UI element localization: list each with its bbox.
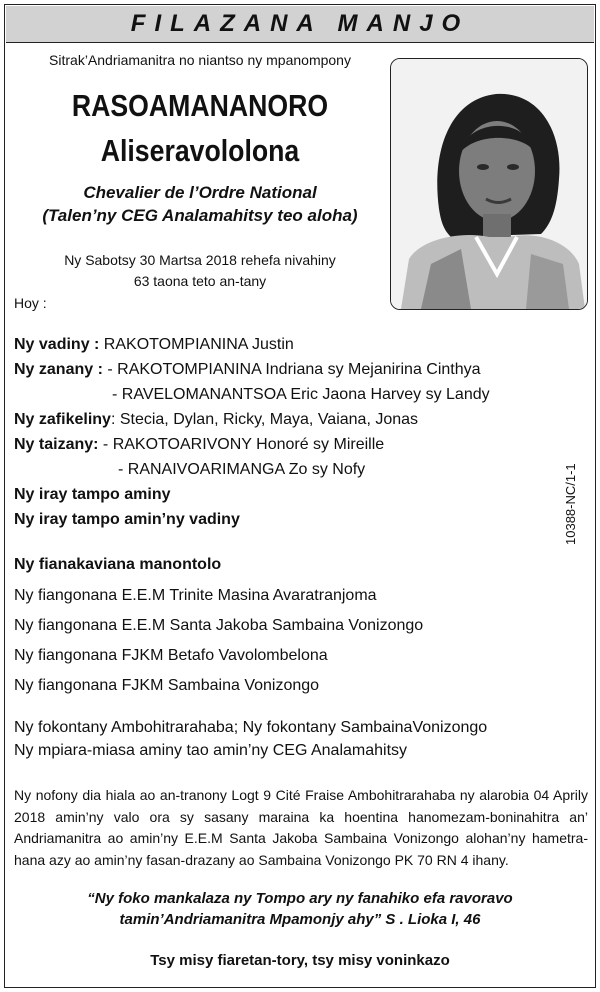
relatives-line-1: Ny iray tampo aminy (14, 486, 171, 503)
church-line: Ny fiangonana FJKM Betafo Vavolombelona (14, 647, 328, 664)
church-line: Ny fiangonana E.E.M Santa Jakoba Sambaina Vonizongo (14, 617, 424, 634)
deceased-given-name: Aliseravololona (100, 133, 300, 168)
former-position: (Talen’ny CEG Analamahitsy teo aloha) (42, 206, 358, 225)
associations-header: Ny fianakaviana manontolo (14, 556, 222, 573)
bible-quote-line-2: tamin’Andriamanitra Mpamonjy ahy” S . Lioka I, 46 (119, 911, 481, 928)
children-value-1: - RAKOTOMPIANINA Indriana sy Mejanirina Cinthya (102, 361, 481, 378)
children-line (14, 361, 481, 379)
reference-code: 10388-NC/1-1 (563, 463, 578, 545)
grandchildren-line (14, 411, 418, 429)
bible-quote-line-1: “Ny foko mankalaza ny Tompo ary ny fanahiko efa ravoravo (87, 890, 513, 907)
funeral-notice: Ny nofony dia hiala ao an-tranony Logt 9 Cité Fraise Ambohitrarahaba ny alarobia 04 Aprily 2018 amin’ny valo ora sy sasany maraina ka hoentina hanomezam-boninahitra an’ Andriamanitra ao amin’ny E.E.M Santa Jakoba Sambaina Vonizongo alohan’ny hametra-hana azy ao amin’ny fasan-drazany ao Sambaina Vonizongo PK 70 RN 4 ihany. (14, 787, 588, 868)
siblings-value-1: - RAKOTOARIVONY Honoré sy Mireille (98, 436, 385, 453)
grandchildren-value: : Stecia, Dylan, Ricky, Maya, Vaiana, Jonas (110, 411, 419, 428)
church-line: Ny fiangonana E.E.M Trinite Masina Avaratranjoma (14, 587, 377, 604)
honor-title: Chevalier de l’Ordre National (83, 183, 317, 202)
banner-title: FILAZANA MANJO (130, 10, 470, 37)
verse-intro: Sitrak’Andriamanitra no niantso ny mpanompony (49, 52, 351, 68)
death-date: Ny Sabotsy 30 Martsa 2018 rehefa nivahiny (64, 252, 336, 268)
siblings-label: Ny taizany: (14, 436, 99, 453)
deceased-surname: RASOAMANANORO (71, 88, 329, 123)
spouse-line (14, 336, 294, 354)
announcement-intro: Hoy : (14, 295, 47, 311)
grandchildren-label: Ny zafikeliny (14, 411, 111, 428)
spouse-label: Ny vadiny : (14, 336, 100, 353)
age: 63 taona teto an-tany (133, 273, 267, 289)
church-line: Ny fiangonana FJKM Sambaina Vonizongo (14, 677, 320, 694)
portrait-photo (390, 58, 588, 310)
banner (6, 6, 594, 43)
spouse-value: RAKOTOMPIANINA Justin (99, 336, 294, 353)
community-line-1: Ny fokontany Ambohitrarahaba; Ny fokontany SambainaVonizongo (14, 719, 488, 736)
portrait-image (391, 59, 587, 309)
children-value-2: - RAVELOMANANTSOA Eric Jaona Harvey sy Landy (112, 386, 490, 403)
community-line-2: Ny mpiara-miasa aminy tao amin’ny CEG Analamahitsy (14, 742, 408, 759)
siblings-value-2: - RANAIVOARIMANGA Zo sy Nofy (118, 461, 366, 478)
children-label: Ny zanany : (14, 361, 103, 378)
relatives-line-2: Ny iray tampo amin’ny vadiny (14, 511, 240, 528)
siblings-line (14, 436, 384, 454)
closing-note: Tsy misy fiaretan-tory, tsy misy voninkazo (150, 952, 450, 969)
